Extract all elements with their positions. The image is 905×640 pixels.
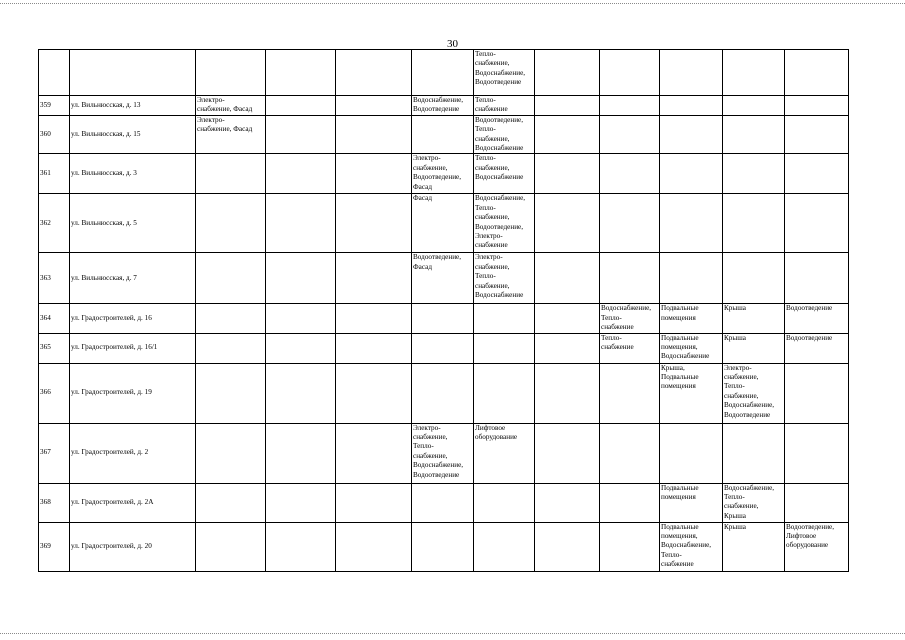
address-cell: ул. Градостроителей, д. 19 [70, 363, 196, 423]
work-year-cell-4 [412, 115, 474, 154]
table-row [39, 253, 849, 304]
scan-top-edge [0, 3, 905, 4]
work-year-cell-8: Подвальные помещения, Водоснабжение [660, 333, 723, 363]
work-year-cell-9: Водоснабжение, Тепло- снабжение, Крыша [723, 483, 785, 522]
row-number-cell [39, 50, 70, 96]
work-year-cell-1 [196, 253, 266, 304]
work-year-cell-4 [412, 522, 474, 571]
work-year-cell-3 [336, 154, 412, 194]
work-year-cell-3 [336, 96, 412, 116]
work-year-cell-5 [474, 483, 535, 522]
work-year-cell-6 [535, 154, 600, 194]
address-cell: ул. Градостроителей, д. 2А [70, 483, 196, 522]
row-number-cell: 359 [39, 96, 70, 116]
row-number-cell: 369 [39, 522, 70, 571]
work-year-cell-4 [412, 304, 474, 333]
work-year-cell-2 [266, 522, 336, 571]
work-year-cell-8: Подвальные помещения, Водоснабжение, Тепло- снабжение [660, 522, 723, 571]
work-year-cell-3 [336, 115, 412, 154]
work-year-cell-9 [723, 154, 785, 194]
work-year-cell-7: Водоснабжение, Тепло- снабжение [600, 304, 660, 333]
work-year-cell-4: Электро- снабжение, Водоотведение, Фасад [412, 154, 474, 194]
work-year-cell-9: Крыша [723, 522, 785, 571]
work-year-cell-3 [336, 253, 412, 304]
work-year-cell-3 [336, 522, 412, 571]
work-year-cell-10 [785, 253, 849, 304]
row-number-cell: 368 [39, 483, 70, 522]
work-year-cell-10 [785, 423, 849, 483]
work-year-cell-5: Тепло- снабжение, Водоснабжение [474, 154, 535, 194]
work-year-cell-6 [535, 194, 600, 253]
work-year-cell-10: Водоотведение, Лифтовое оборудование [785, 522, 849, 571]
work-year-cell-1 [196, 333, 266, 363]
address-cell: ул. Вильнюсская, д. 7 [70, 253, 196, 304]
work-year-cell-6 [535, 423, 600, 483]
work-year-cell-4: Водоотведение, Фасад [412, 253, 474, 304]
work-year-cell-8: Подвальные помещения [660, 483, 723, 522]
work-year-cell-1 [196, 194, 266, 253]
table-row [39, 363, 849, 423]
work-year-cell-7 [600, 522, 660, 571]
repair-schedule-table [38, 49, 849, 572]
work-year-cell-2 [266, 194, 336, 253]
work-year-cell-10 [785, 363, 849, 423]
work-year-cell-5: Водоснабжение, Тепло- снабжение, Водоотведение, Электро- снабжение [474, 194, 535, 253]
work-year-cell-10 [785, 483, 849, 522]
work-year-cell-6 [535, 253, 600, 304]
address-cell: ул. Вильнюсская, д. 13 [70, 96, 196, 116]
work-year-cell-5 [474, 304, 535, 333]
work-year-cell-1 [196, 423, 266, 483]
work-year-cell-1 [196, 483, 266, 522]
row-number-cell: 361 [39, 154, 70, 194]
work-year-cell-7 [600, 96, 660, 116]
work-year-cell-1 [196, 522, 266, 571]
work-year-cell-2 [266, 423, 336, 483]
work-year-cell-9 [723, 115, 785, 154]
work-year-cell-1: Электро- снабжение, Фасад [196, 115, 266, 154]
table-row [39, 96, 849, 116]
work-year-cell-3 [336, 363, 412, 423]
work-year-cell-4: Фасад [412, 194, 474, 253]
work-year-cell-4 [412, 363, 474, 423]
work-year-cell-10: Водоотведение [785, 304, 849, 333]
work-year-cell-10 [785, 194, 849, 253]
address-cell: ул. Градостроителей, д. 20 [70, 522, 196, 571]
work-year-cell-7 [600, 483, 660, 522]
address-cell: ул. Вильнюсская, д. 3 [70, 154, 196, 194]
work-year-cell-1 [196, 304, 266, 333]
work-year-cell-8: Крыша, Подвальные помещения [660, 363, 723, 423]
work-year-cell-5: Тепло- снабжение, Водоснабжение, Водоотведение [474, 50, 535, 96]
work-year-cell-2 [266, 363, 336, 423]
work-year-cell-3 [336, 304, 412, 333]
work-year-cell-10 [785, 115, 849, 154]
work-year-cell-8 [660, 423, 723, 483]
table-row [39, 483, 849, 522]
work-year-cell-4 [412, 483, 474, 522]
work-year-cell-8: Подвальные помещения [660, 304, 723, 333]
work-year-cell-1 [196, 50, 266, 96]
work-year-cell-1 [196, 154, 266, 194]
row-number-cell: 362 [39, 194, 70, 253]
work-year-cell-1 [196, 363, 266, 423]
work-year-cell-2 [266, 115, 336, 154]
work-year-cell-6 [535, 115, 600, 154]
work-year-cell-5: Лифтовое оборудование [474, 423, 535, 483]
work-year-cell-10 [785, 154, 849, 194]
work-year-cell-6 [535, 363, 600, 423]
work-year-cell-6 [535, 50, 600, 96]
work-year-cell-5 [474, 363, 535, 423]
work-year-cell-8 [660, 96, 723, 116]
row-number-cell: 364 [39, 304, 70, 333]
address-cell: ул. Вильнюсская, д. 5 [70, 194, 196, 253]
work-year-cell-8 [660, 50, 723, 96]
work-year-cell-5: Электро- снабжение, Тепло- снабжение, Водоснабжение [474, 253, 535, 304]
work-year-cell-2 [266, 50, 336, 96]
work-year-cell-2 [266, 253, 336, 304]
table-row [39, 522, 849, 571]
work-year-cell-6 [535, 483, 600, 522]
work-year-cell-7 [600, 50, 660, 96]
work-year-cell-9: Крыша [723, 304, 785, 333]
work-year-cell-3 [336, 423, 412, 483]
work-year-cell-6 [535, 304, 600, 333]
work-year-cell-8 [660, 194, 723, 253]
work-year-cell-4: Водоснабжение, Водоотведение [412, 96, 474, 116]
work-year-cell-7 [600, 363, 660, 423]
address-cell: ул. Градостроителей, д. 2 [70, 423, 196, 483]
page-number: 30 [447, 38, 458, 50]
work-year-cell-3 [336, 483, 412, 522]
work-year-cell-3 [336, 50, 412, 96]
work-year-cell-9 [723, 253, 785, 304]
address-cell [70, 50, 196, 96]
work-year-cell-9: Крыша [723, 333, 785, 363]
work-year-cell-9: Электро- снабжение, Тепло- снабжение, Водоснабжение, Водоотведение [723, 363, 785, 423]
work-year-cell-3 [336, 333, 412, 363]
work-year-cell-8 [660, 154, 723, 194]
work-year-cell-1: Электро- снабжение, Фасад [196, 96, 266, 116]
row-number-cell: 366 [39, 363, 70, 423]
work-year-cell-8 [660, 253, 723, 304]
work-year-cell-7 [600, 115, 660, 154]
table-row [39, 154, 849, 194]
work-year-cell-4 [412, 50, 474, 96]
work-year-cell-10 [785, 96, 849, 116]
row-number-cell: 367 [39, 423, 70, 483]
work-year-cell-7 [600, 194, 660, 253]
work-year-cell-10 [785, 50, 849, 96]
table-row [39, 50, 849, 96]
work-year-cell-2 [266, 96, 336, 116]
work-year-cell-2 [266, 333, 336, 363]
address-cell: ул. Градостроителей, д. 16/1 [70, 333, 196, 363]
table-row [39, 304, 849, 333]
work-year-cell-4 [412, 333, 474, 363]
work-year-cell-9 [723, 50, 785, 96]
work-year-cell-4: Электро- снабжение, Тепло- снабжение, Водоснабжение, Водоотведение [412, 423, 474, 483]
work-year-cell-7 [600, 154, 660, 194]
work-year-cell-9 [723, 423, 785, 483]
work-year-cell-2 [266, 483, 336, 522]
work-year-cell-5 [474, 522, 535, 571]
table-row [39, 115, 849, 154]
row-number-cell: 365 [39, 333, 70, 363]
work-year-cell-2 [266, 304, 336, 333]
work-year-cell-2 [266, 154, 336, 194]
work-year-cell-7 [600, 423, 660, 483]
table-row [39, 333, 849, 363]
work-year-cell-8 [660, 115, 723, 154]
table-body [39, 50, 849, 572]
work-year-cell-7 [600, 253, 660, 304]
row-number-cell: 360 [39, 115, 70, 154]
address-cell: ул. Градостроителей, д. 16 [70, 304, 196, 333]
work-year-cell-9 [723, 96, 785, 116]
work-year-cell-6 [535, 96, 600, 116]
work-year-cell-5: Тепло- снабжение [474, 96, 535, 116]
work-year-cell-7: Тепло- снабжение [600, 333, 660, 363]
work-year-cell-5: Водоотведение, Тепло- снабжение, Водоснабжение [474, 115, 535, 154]
table-row [39, 194, 849, 253]
work-year-cell-5 [474, 333, 535, 363]
work-year-cell-9 [723, 194, 785, 253]
work-year-cell-6 [535, 333, 600, 363]
work-year-cell-6 [535, 522, 600, 571]
work-year-cell-10: Водоотведение [785, 333, 849, 363]
work-year-cell-3 [336, 194, 412, 253]
scan-bottom-edge [0, 633, 905, 634]
address-cell: ул. Вильнюсская, д. 15 [70, 115, 196, 154]
table-row [39, 423, 849, 483]
row-number-cell: 363 [39, 253, 70, 304]
